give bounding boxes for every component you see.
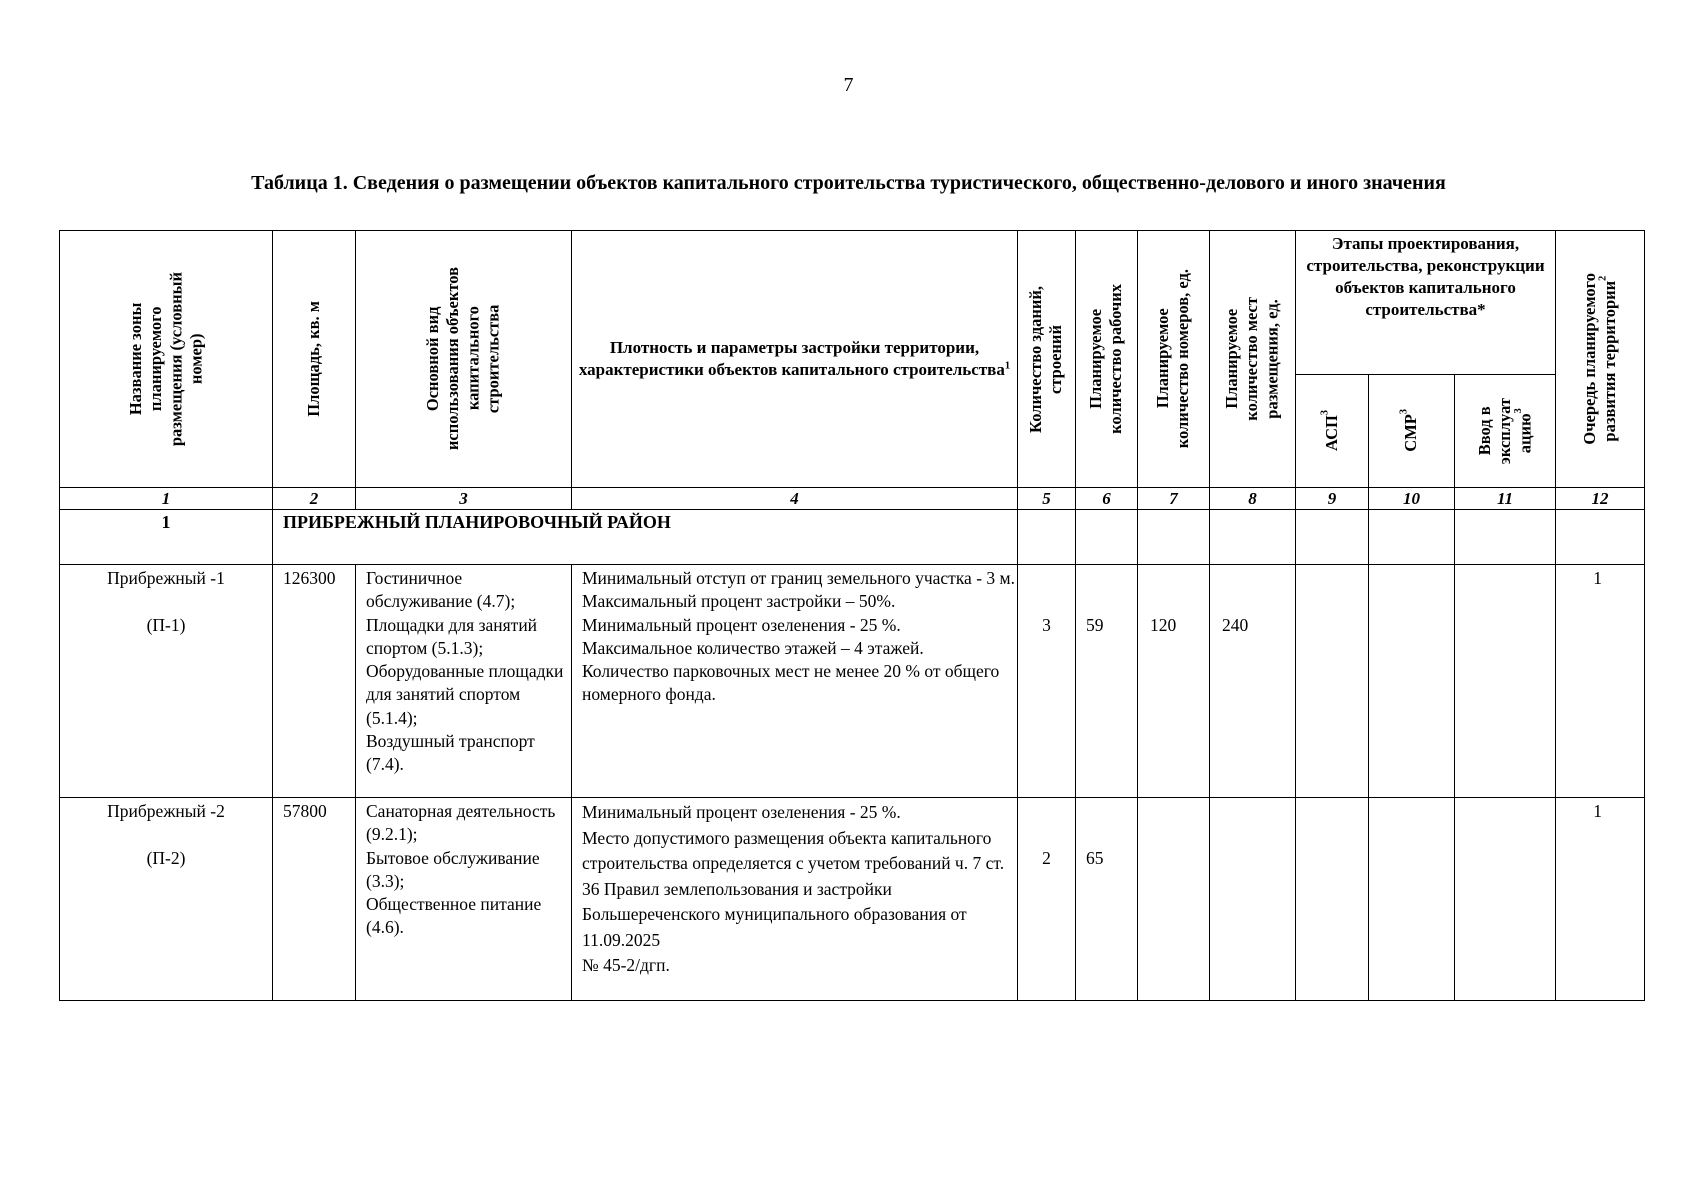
zone-code: (П-2) bbox=[146, 847, 186, 868]
column-number: 3 bbox=[356, 488, 572, 510]
section-name: ПРИБРЕЖНЫЙ ПЛАНИРОВОЧНЫЙ РАЙОН bbox=[273, 510, 1018, 565]
params-item: № 45-2/дгп. bbox=[582, 955, 670, 976]
usage-cell bbox=[356, 565, 572, 798]
params-item: Минимальный процент озеленения - 25 %. bbox=[582, 802, 901, 822]
table-title: Таблица 1. Сведения о размещении объектов капитального строительства туристического, общественно-делового и иного значения bbox=[251, 172, 1446, 194]
rooms-cell: 120 bbox=[1138, 565, 1210, 798]
workers-cell: 65 bbox=[1076, 798, 1138, 1001]
params-item: Минимальный процент озеленения - 25 %. bbox=[582, 614, 901, 635]
column-number: 10 bbox=[1369, 488, 1455, 510]
column-number: 5 bbox=[1018, 488, 1076, 510]
usage-item: Оборудованные площадки для занятий спортом (5.1.4); bbox=[366, 661, 564, 728]
area-cell: 57800 bbox=[273, 798, 356, 1001]
header-row bbox=[60, 231, 1645, 375]
column-number: 11 bbox=[1455, 488, 1556, 510]
usage-item: Гостиничное обслуживание (4.7); bbox=[366, 568, 516, 612]
zone-name: Прибрежный -1 bbox=[107, 568, 225, 588]
zone-name: Прибрежный -2 bbox=[107, 801, 225, 821]
workers-cell: 59 bbox=[1076, 565, 1138, 798]
table-row bbox=[60, 798, 1645, 1001]
places-cell: 240 bbox=[1210, 565, 1296, 798]
smr-cell bbox=[1369, 798, 1455, 1001]
params-item: Максимальный процент застройки – 50%. bbox=[582, 591, 896, 612]
header-area: Площадь, кв. м bbox=[273, 231, 356, 488]
header-commissioning: Ввод в эксплуат ацию$^3$ bbox=[1455, 374, 1556, 487]
commissioning-cell bbox=[1455, 565, 1556, 798]
header-workers: Планируемое количество рабочих bbox=[1076, 231, 1138, 488]
usage-cell bbox=[356, 798, 572, 1001]
page-number: 7 bbox=[843, 74, 854, 96]
header-params: Плотность и параметры застройки территории, характеристики объектов капитального строительства$^1$ bbox=[572, 231, 1018, 488]
zone-code: (П-1) bbox=[146, 614, 186, 635]
column-number: 6 bbox=[1076, 488, 1138, 510]
params-item: Максимальное количество этажей – 4 этажей. bbox=[582, 637, 924, 658]
column-number: 4 bbox=[572, 488, 1018, 510]
table-row bbox=[60, 565, 1645, 798]
column-number: 12 bbox=[1556, 488, 1645, 510]
header-usage: Основной вид использования объектов капитального строительства bbox=[356, 231, 572, 488]
zone-name-cell bbox=[60, 798, 273, 1001]
zoning-table bbox=[59, 230, 1645, 1001]
places-cell bbox=[1210, 798, 1296, 1001]
area-cell: 126300 bbox=[273, 565, 356, 798]
column-number: 1 bbox=[60, 488, 273, 510]
params-item: Минимальный отступ от границ земельного участка - 3 м. bbox=[582, 568, 1015, 588]
header-zone-name: Название зоны планируемого размещения (условный номер) bbox=[60, 231, 273, 488]
column-number: 7 bbox=[1138, 488, 1210, 510]
usage-item: Бытовое обслуживание (3.3); bbox=[366, 847, 540, 891]
usage-item: Общественное питание (4.6). bbox=[366, 894, 542, 938]
usage-item: Воздушный транспорт (7.4). bbox=[366, 730, 535, 775]
header-stages: Этапы проектирования, строительства, реконструкции объектов капитального строительства* bbox=[1296, 231, 1556, 375]
column-number: 2 bbox=[273, 488, 356, 510]
params-cell bbox=[572, 565, 1018, 798]
header-places: Планируемое количество мест размещения, ед. bbox=[1210, 231, 1296, 488]
column-number: 8 bbox=[1210, 488, 1296, 510]
params-item: Место допустимого размещения объекта капитального строительства определяется с учетом требований ч. 7 ст. 36 Правил землепользования и застройки Большереченского муниципального образования от 11.09.2025 bbox=[582, 827, 1005, 950]
header-queue: Очередь планируемого развития территории$^2$ bbox=[1556, 231, 1645, 488]
header-smr: СМР$^3$ bbox=[1369, 374, 1455, 487]
queue-cell: 1 bbox=[1556, 565, 1645, 798]
params-cell bbox=[572, 798, 1018, 1001]
header-buildings: Количество зданий, строений bbox=[1018, 231, 1076, 488]
section-row bbox=[60, 510, 1645, 565]
section-number: 1 bbox=[60, 510, 273, 565]
zone-name-cell bbox=[60, 565, 273, 798]
asp-cell bbox=[1296, 798, 1369, 1001]
buildings-cell: 3 bbox=[1018, 565, 1076, 798]
usage-item: Площадки для занятий спортом (5.1.3); bbox=[366, 614, 538, 658]
header-asp: АСП$^3$ bbox=[1296, 374, 1369, 487]
smr-cell bbox=[1369, 565, 1455, 798]
column-numbers-row bbox=[60, 488, 1645, 510]
buildings-cell: 2 bbox=[1018, 798, 1076, 1001]
rooms-cell bbox=[1138, 798, 1210, 1001]
commissioning-cell bbox=[1455, 798, 1556, 1001]
params-item: Количество парковочных мест не менее 20 % от общего номерного фонда. bbox=[582, 661, 1000, 705]
header-rooms: Планируемое количество номеров, ед. bbox=[1138, 231, 1210, 488]
asp-cell bbox=[1296, 565, 1369, 798]
usage-item: Санаторная деятельность (9.2.1); bbox=[366, 801, 556, 845]
queue-cell: 1 bbox=[1556, 798, 1645, 1001]
column-number: 9 bbox=[1296, 488, 1369, 510]
